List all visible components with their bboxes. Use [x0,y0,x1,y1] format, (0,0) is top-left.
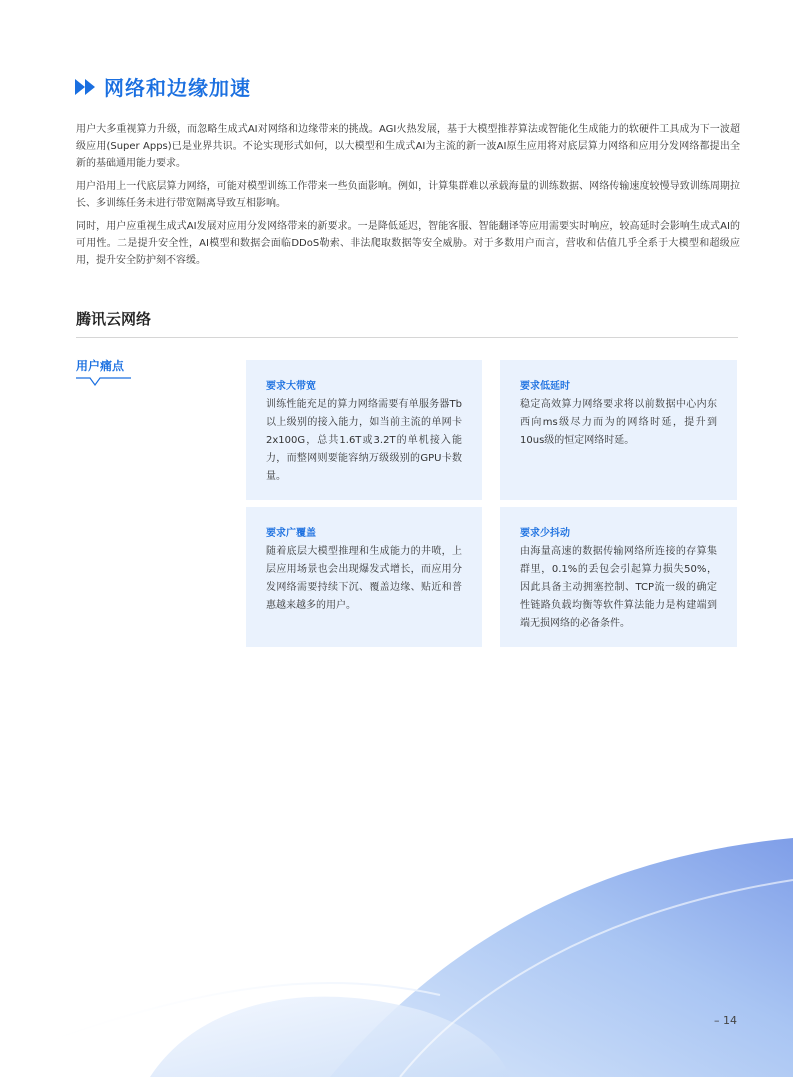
intro-text [76,121,740,275]
card-body: 稳定高效算力网络要求将以前数据中心内东西向ms级尽力而为的网络时延，提升到10us级的恒定网络时延。 [520,399,717,446]
requirement-card [246,360,482,500]
card-title: 要求低延时 [520,381,570,392]
section-divider [76,337,738,338]
page-header [74,72,251,101]
card-body: 训练性能充足的算力网络需要有单服务器Tb以上级别的接入能力，如当前主流的单网卡2x100G，总共1.6T或3.2T的单机接入能力，而整网则要能容纳万级级别的GPU卡数量。 [266,399,462,482]
double-arrow-icon [74,78,98,96]
card-body: 随着底层大模型推理和生成能力的井喷，上层应用场景也会出现爆发式增长，而应用分发网络需要持续下沉、覆盖边缘、贴近和普惠越来越多的用户。 [266,546,462,611]
intro-paragraph: 用户沿用上一代底层算力网络，可能对模型训练工作带来一些负面影响。例如，计算集群难以承载海量的训练数据、网络传输速度较慢导致训练周期拉长、多训练任务未进行带宽隔离导致互相影响。 [76,181,740,209]
requirement-card [500,360,737,500]
card-title: 要求广覆盖 [266,528,316,539]
section-title: 腾讯云网络 [76,310,152,328]
card-body: 由海量高速的数据传输网络所连接的存算集群里，0.1%的丢包会引起算力损失50%，因此具备主动拥塞控制、TCP流一级的确定性链路负载均衡等软件算法能力是构建端到端无损网络的必备条件。 [520,546,717,629]
intro-paragraph: 用户大多重视算力升级，而忽略生成式AI对网络和边缘带来的挑战。AGI火热发展，基于大模型推荐算法或智能化生成能力的软硬件工具成为下一波超级应用(Super Apps)已是业界共识。不论实现形式如何，以大模型和生成式AI为主流的新一波AI原生应用将对底层算力网络和应用分发网络都提出全新的基础通用能力要求。 [76,124,740,169]
decorative-wave-graphic [0,800,793,1077]
pain-points-tag: 用户痛点 [76,359,125,373]
card-title: 要求大带宽 [266,381,316,392]
requirement-card [246,507,482,647]
intro-paragraph: 同时，用户应重视生成式AI发展对应用分发网络带来的新要求。一是降低延迟，智能客服、智能翻译等应用需要实时响应，较高延时会影响生成式AI的可用性。二是提升安全性，AI模型和数据会面临DDoS勒索、非法爬取数据等安全威胁。对于多数用户而言，营收和估值几乎全系于大模型和超级应用，提升安全防护刻不容缓。 [76,221,740,266]
page-number: – 14 [714,1014,737,1027]
page-title: 网络和边缘加速 [104,76,251,100]
requirement-card [500,507,737,647]
speech-tail-icon [76,375,132,389]
card-title: 要求少抖动 [520,528,570,539]
